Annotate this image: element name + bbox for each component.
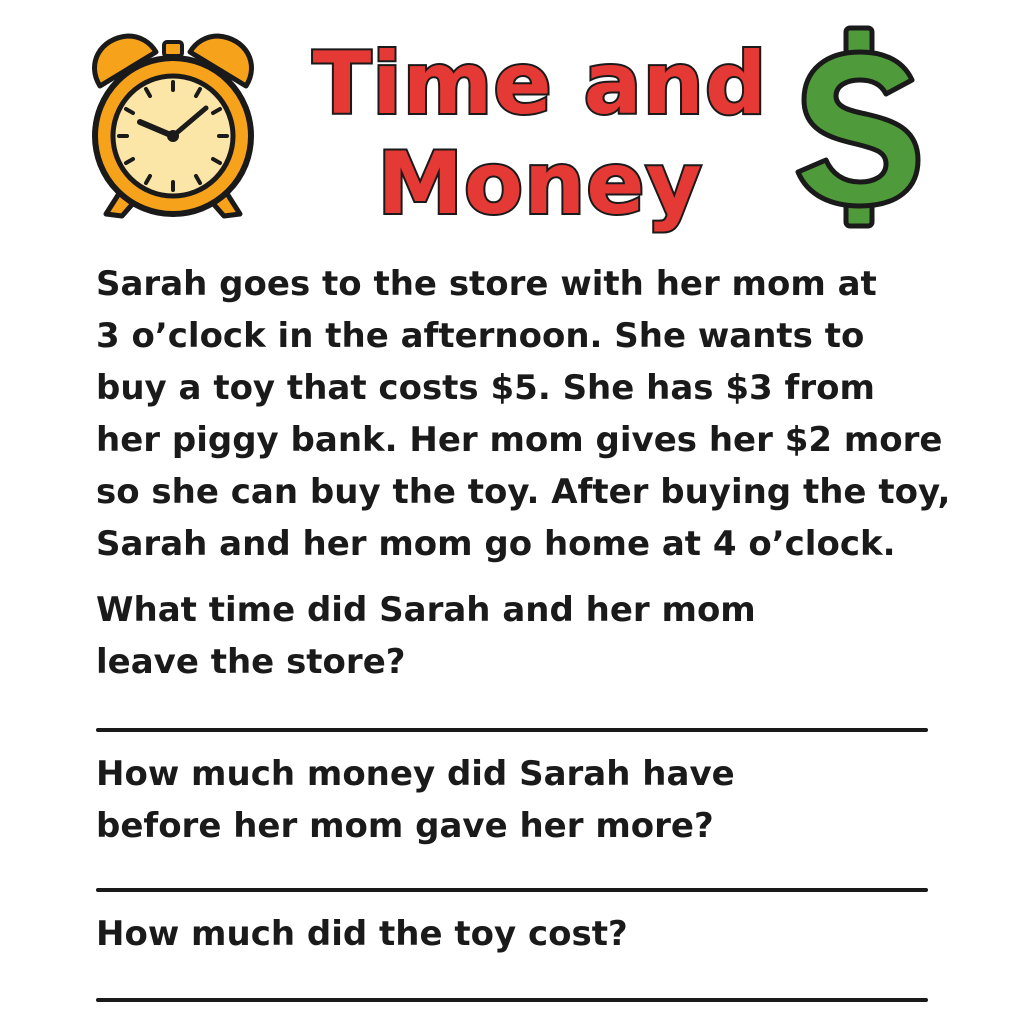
story-line: so she can buy the toy. After buying the toy, — [96, 472, 951, 512]
question-3 — [96, 908, 628, 960]
question-line: How much did the toy cost? — [96, 914, 628, 954]
question-line: leave the store? — [96, 642, 406, 682]
answer-line-2[interactable] — [96, 888, 928, 892]
question-1 — [96, 584, 756, 688]
story-line: Sarah goes to the store with her mom at — [96, 264, 877, 304]
story-line: buy a toy that costs $5. She has $3 from — [96, 368, 875, 408]
dollar-sign-icon — [790, 22, 930, 232]
question-line: before her mom gave her more? — [96, 806, 714, 846]
title-line-2: Money — [377, 134, 703, 234]
worksheet-title — [290, 34, 790, 234]
story-paragraph — [96, 258, 976, 570]
story-line: Sarah and her mom go home at 4 o’clock. — [96, 524, 896, 564]
question-line: What time did Sarah and her mom — [96, 590, 756, 630]
question-line: How much money did Sarah have — [96, 754, 735, 794]
answer-line-1[interactable] — [96, 728, 928, 732]
answer-line-3[interactable] — [96, 998, 928, 1002]
story-line: 3 o’clock in the afternoon. She wants to — [96, 316, 865, 356]
question-2 — [96, 748, 735, 852]
title-line-1: Time and — [312, 34, 768, 134]
story-line: her piggy bank. Her mom gives her $2 more — [96, 420, 943, 460]
alarm-clock-icon — [78, 24, 268, 224]
